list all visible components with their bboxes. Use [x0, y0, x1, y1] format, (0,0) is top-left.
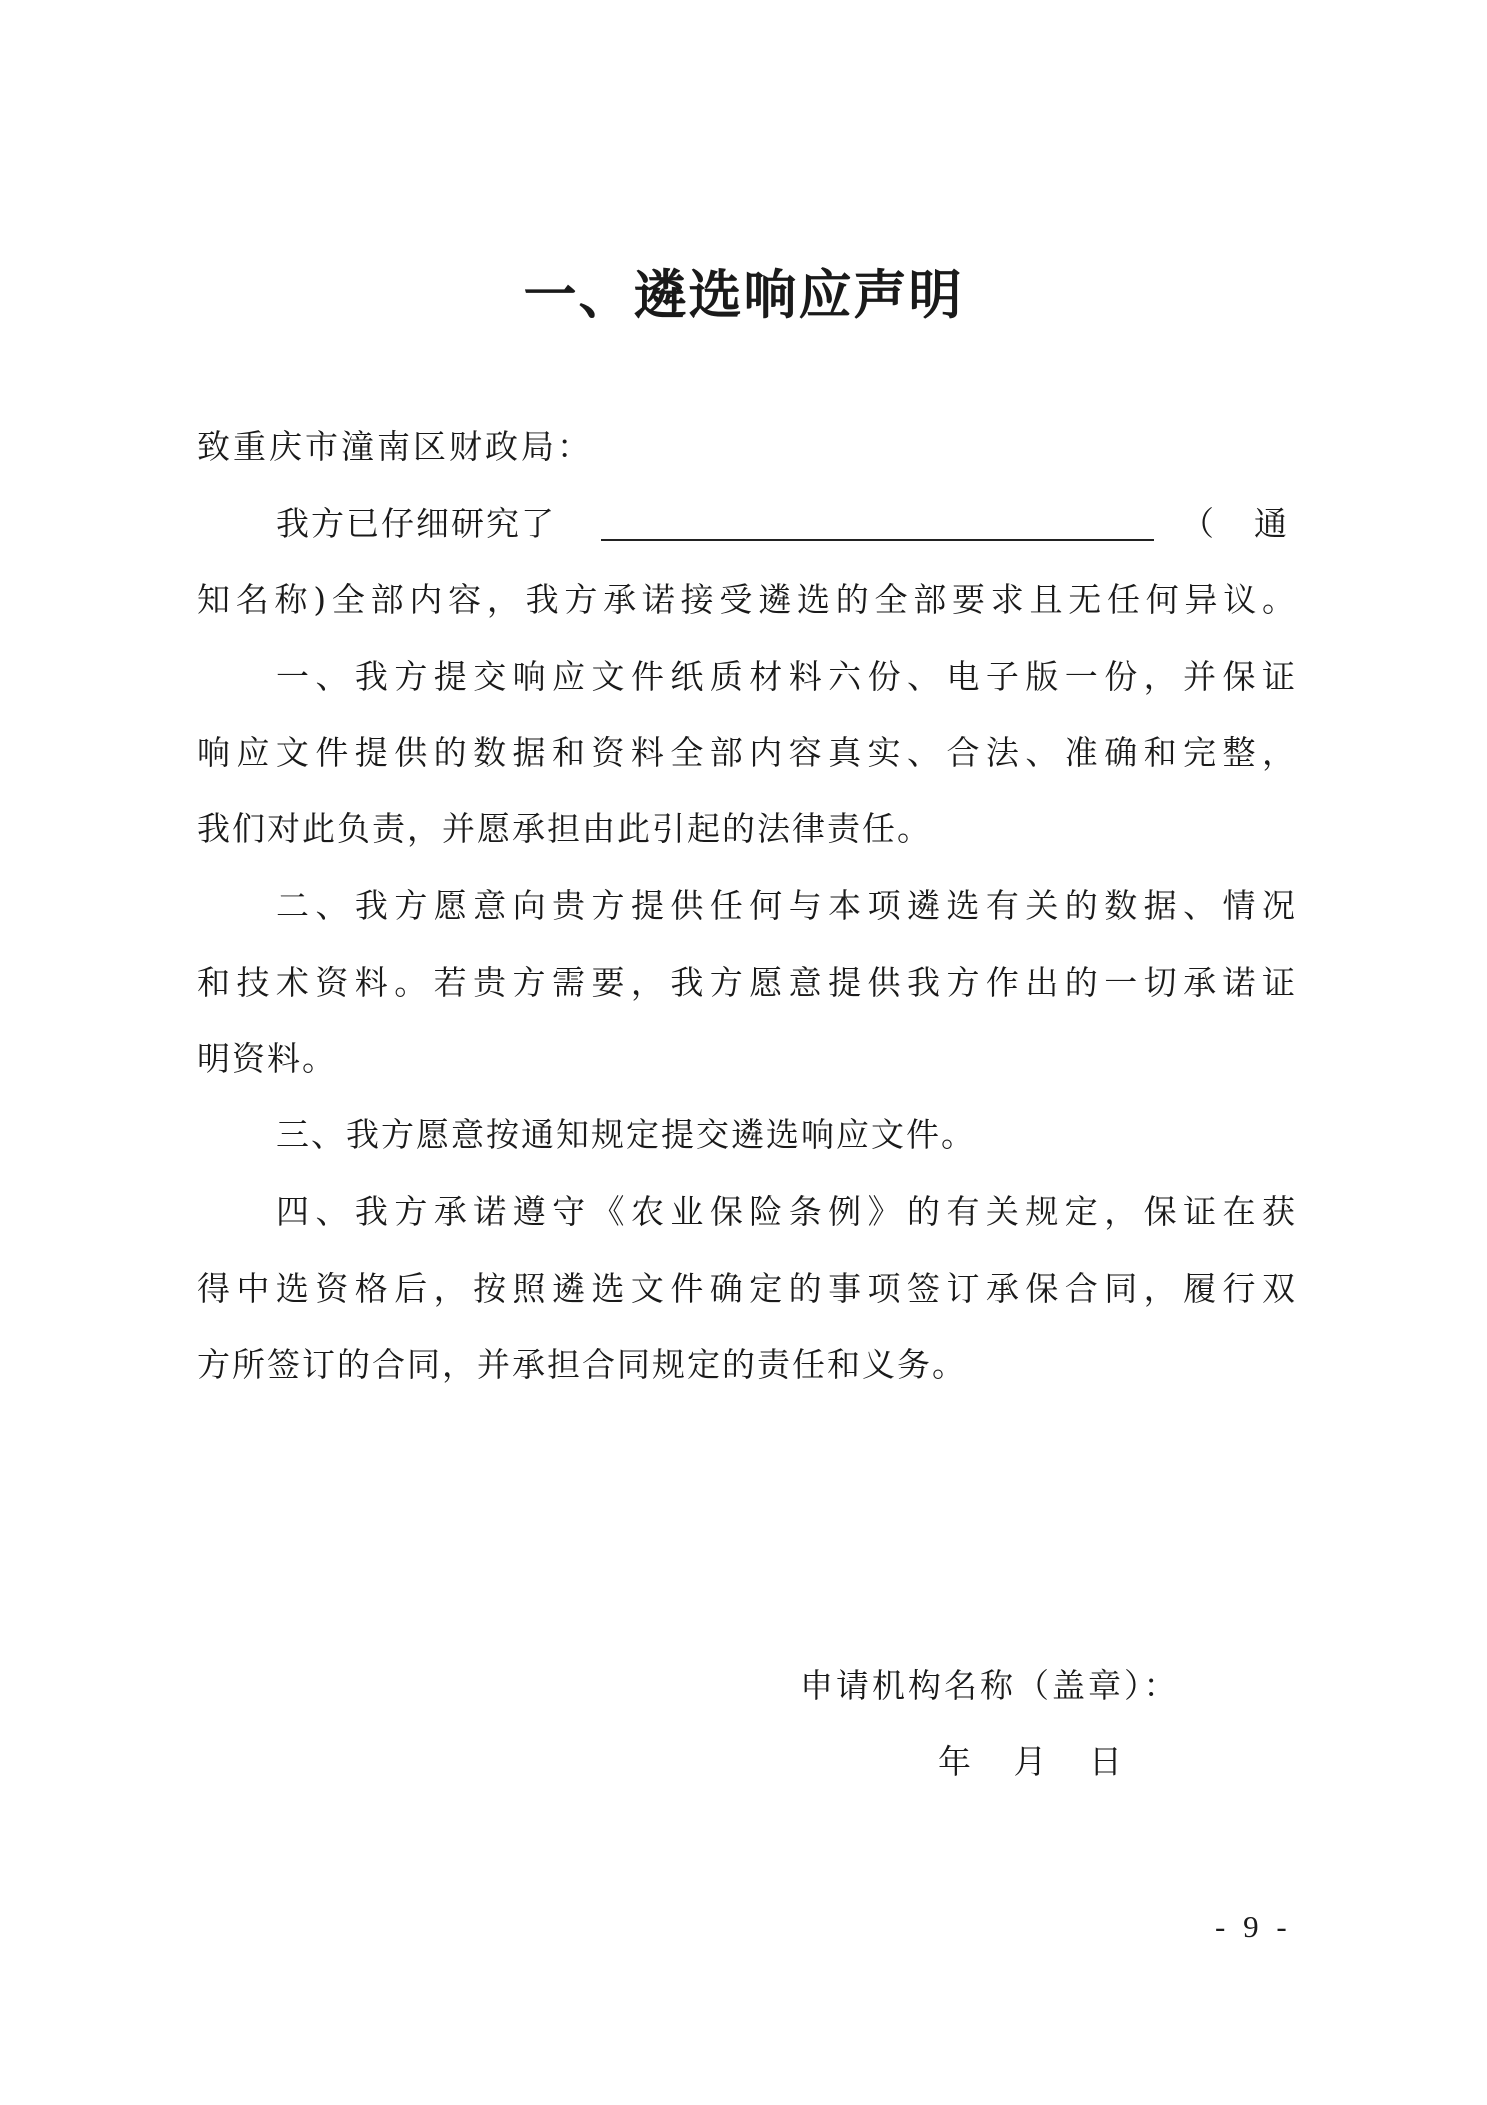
intro-prefix: 我方已仔细研究了	[276, 504, 556, 543]
notice-name-blank	[601, 539, 1154, 541]
item3-line: 三、我方愿意按通知规定提交遴选响应文件。	[276, 1115, 976, 1154]
item2-line-2: 和技术资料。若贵方需要，我方愿意提供我方作出的一切承诺证	[197, 963, 1295, 1002]
item2-line-3: 明资料。	[197, 1039, 337, 1078]
item1-line-3: 我们对此负责，并愿承担由此引起的法律责任。	[197, 809, 932, 848]
page-title: 一、遴选响应声明	[523, 265, 964, 326]
intro-first-line	[276, 499, 1295, 549]
signature-date: 年 月 日	[938, 1742, 1122, 1781]
intro-line1-end: 通	[1254, 504, 1287, 543]
signature-label: 申请机构名称（盖章）：	[800, 1666, 1180, 1705]
item4-line-2: 得中选资格后，按照遴选文件确定的事项签订承保合同，履行双	[197, 1269, 1295, 1308]
item1-line-1: 一、我方提交响应文件纸质材料六份、电子版一份，并保证	[276, 657, 1295, 696]
item4-line-1: 四、我方承诺遵守《农业保险条例》的有关规定，保证在获	[276, 1192, 1295, 1231]
page-number: - 9 -	[1215, 1909, 1287, 1944]
intro-line-2: 知名称)全部内容，我方承诺接受遴选的全部要求且无任何异议。	[197, 580, 1295, 619]
intro-left-paren: （	[1181, 504, 1214, 543]
item2-line-1: 二、我方愿意向贵方提供任何与本项遴选有关的数据、情况	[276, 886, 1295, 925]
item1-line-2: 响应文件提供的数据和资料全部内容真实、合法、准确和完整，	[197, 733, 1295, 772]
item4-line-3: 方所签订的合同，并承担合同规定的责任和义务。	[197, 1345, 967, 1384]
addressee: 致重庆市潼南区财政局：	[197, 427, 593, 466]
